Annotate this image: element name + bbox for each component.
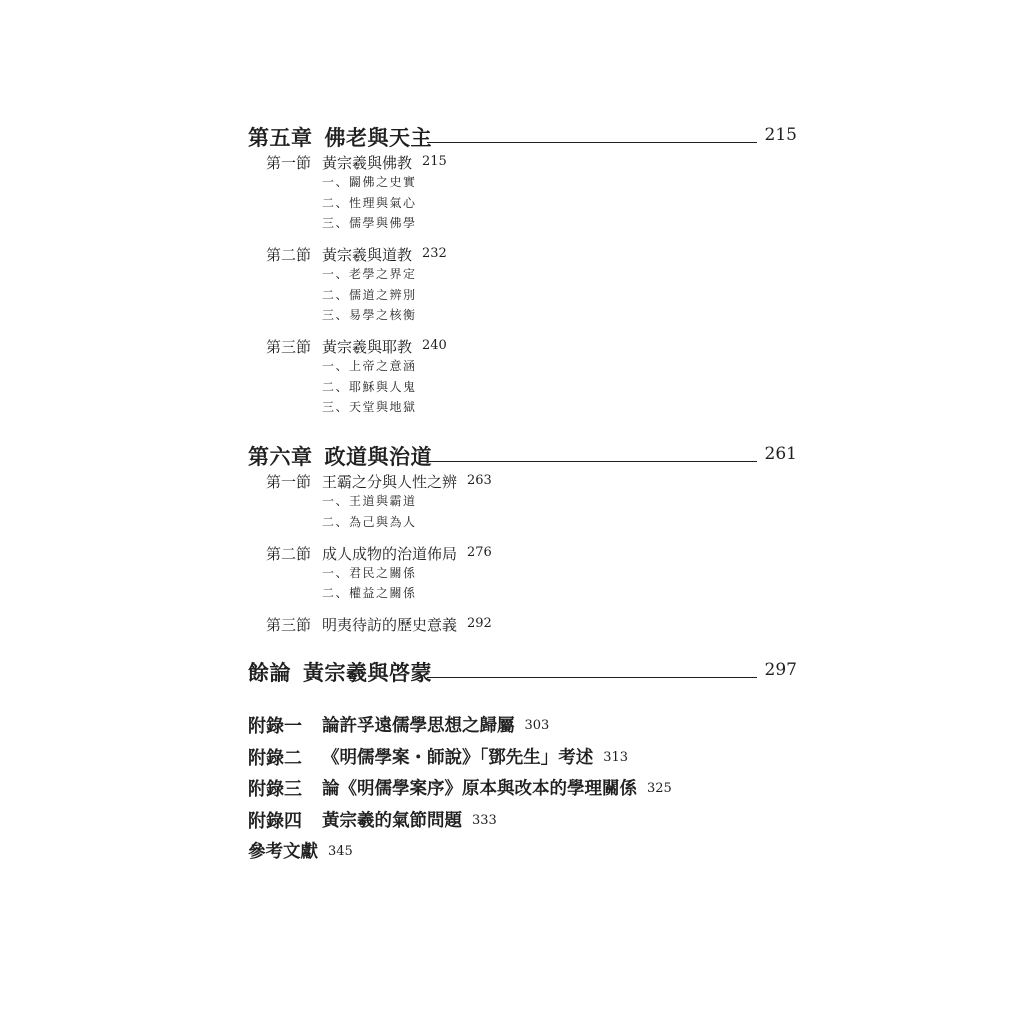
subsection-item[interactable]: 一、老學之界定 [322, 267, 417, 281]
section-title[interactable]: 王霸之分與人性之辨 [322, 473, 458, 491]
chapter-page-number: 261 [764, 444, 797, 464]
appendix-page-number: 345 [328, 844, 353, 859]
section-label: 第二節 [266, 544, 312, 563]
section-page-number: 276 [467, 544, 492, 560]
chapter-title: 佛老與天主 [324, 125, 432, 150]
appendix-label: 附錄二 [248, 747, 302, 769]
chapter-label: 第六章 [248, 444, 313, 469]
chapter-leader-line [427, 677, 757, 678]
section-title[interactable]: 明夷待訪的歷史意義 [322, 616, 458, 634]
section-title[interactable]: 成人成物的治道佈局 [322, 544, 458, 563]
chapter-label: 第五章 [248, 125, 313, 150]
section-page-number: 232 [422, 246, 447, 261]
subsection-item[interactable]: 一、王道與霸道 [322, 494, 417, 508]
appendix-page-number: 333 [472, 812, 497, 828]
section-title[interactable]: 黃宗羲與道教 [322, 246, 413, 264]
section-title[interactable]: 黃宗羲與佛教 [322, 154, 413, 172]
subsection-item[interactable]: 二、權益之關係 [322, 586, 417, 600]
chapter-leader-line [427, 142, 757, 143]
appendix-label: 附錄三 [248, 779, 302, 800]
subsection-item[interactable]: 二、為己與為人 [322, 514, 417, 529]
section-label: 第三節 [266, 338, 312, 356]
chapter-leader-line [427, 461, 757, 462]
section-page-number: 240 [422, 338, 447, 353]
appendix-page-number: 325 [647, 781, 672, 796]
section-label: 第二節 [266, 246, 312, 264]
appendix-label: 附錄一 [248, 716, 302, 737]
appendix-title[interactable]: 《明儒學案・師說》「鄧先生」考述 [322, 747, 594, 768]
chapter-page-number: 297 [764, 660, 797, 680]
subsection-item[interactable]: 三、天堂與地獄 [322, 400, 417, 414]
subsection-item[interactable]: 二、性理與氣心 [322, 195, 417, 210]
appendix-page-number: 303 [524, 718, 550, 733]
section-page-number: 292 [467, 616, 492, 631]
section-label: 第三節 [266, 616, 312, 634]
section-label: 第一節 [266, 473, 312, 491]
appendix-title[interactable]: 黃宗羲的氣節問題 [322, 810, 462, 831]
chapter-heading[interactable] [248, 441, 432, 471]
subsection-item[interactable]: 二、儒道之辨別 [322, 287, 417, 302]
chapter-label: 餘論 [248, 660, 291, 685]
section-title[interactable]: 黃宗羲與耶教 [322, 338, 413, 356]
chapter-page-number: 215 [764, 125, 797, 145]
subsection-item[interactable]: 一、君民之關係 [322, 565, 417, 580]
appendix-label: 附錄四 [248, 810, 302, 832]
chapter-heading[interactable] [248, 657, 432, 687]
appendix-title[interactable]: 論《明儒學案序》原本與改本的學理關係 [322, 779, 637, 799]
section-page-number: 215 [422, 154, 447, 169]
subsection-item[interactable]: 一、闢佛之史實 [322, 175, 417, 189]
section-label: 第一節 [266, 154, 312, 172]
subsection-item[interactable]: 二、耶穌與人鬼 [322, 379, 417, 394]
chapter-heading[interactable] [248, 122, 432, 152]
appendix-title[interactable]: 論許孚遠儒學思想之歸屬 [322, 716, 515, 736]
subsection-item[interactable]: 一、上帝之意涵 [322, 359, 417, 373]
section-page-number: 263 [467, 473, 492, 488]
subsection-item[interactable]: 三、易學之核衡 [322, 308, 417, 322]
chapter-title: 政道與治道 [324, 444, 432, 469]
appendix-page-number: 313 [603, 749, 629, 765]
appendix-title[interactable]: 參考文獻 [248, 842, 318, 862]
subsection-item[interactable]: 三、儒學與佛學 [322, 216, 417, 230]
chapter-title: 黃宗羲與啓蒙 [303, 660, 432, 685]
